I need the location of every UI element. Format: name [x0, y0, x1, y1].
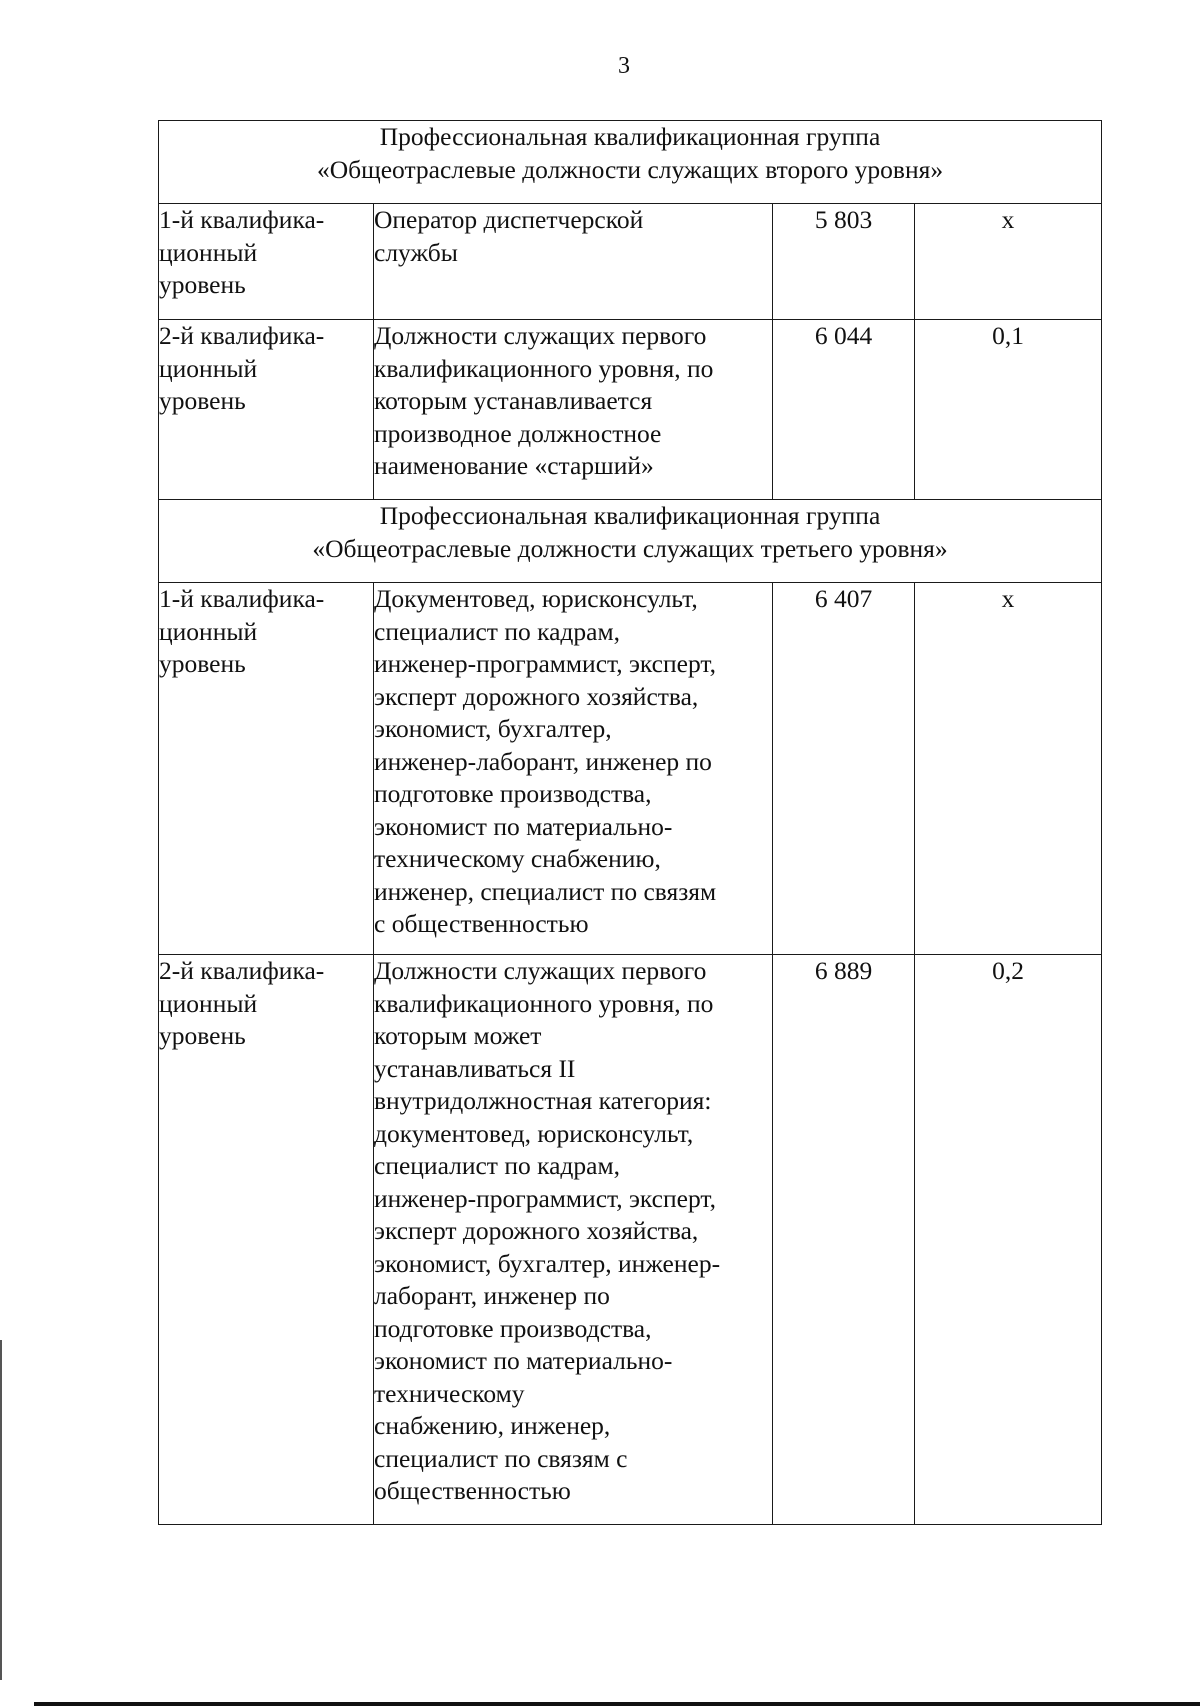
position-line: с общественностью — [374, 909, 589, 938]
position-cell — [374, 583, 773, 955]
salary-cell: 5 803 — [773, 204, 915, 320]
position-line: документовед, юрисконсульт, — [374, 1118, 694, 1148]
position-line: экономист, бухгалтер, инженер- — [374, 1248, 721, 1278]
position-line: службы — [374, 237, 458, 267]
group-header-row — [159, 121, 1102, 204]
group-title-line: Профессиональная квалификационная группа — [379, 122, 881, 151]
scan-edge-line — [0, 1340, 2, 1680]
position-line: которым может — [374, 1021, 542, 1050]
position-line: эксперт дорожного хозяйства, — [374, 1216, 699, 1245]
position-line: лаборант, инженер по — [374, 1281, 610, 1310]
page-number: 3 — [618, 53, 630, 79]
level-line: ционный — [159, 353, 258, 383]
position-line: экономист по материально- — [374, 1346, 673, 1375]
level-line: 2-й квалифика- — [159, 321, 325, 350]
salary-cell: 6 044 — [773, 320, 915, 500]
position-line: специалист по кадрам, — [374, 1151, 620, 1180]
position-line: наименование «старший» — [374, 451, 654, 480]
position-line: экономист, бухгалтер, — [374, 714, 612, 743]
position-line: техническому — [374, 1378, 525, 1408]
position-line: устанавливаться II — [374, 1053, 576, 1083]
position-line: которым устанавливается — [374, 386, 653, 415]
position-line: подготовке производства, — [374, 779, 652, 808]
table-row — [159, 583, 1102, 955]
salary-cell: 6 407 — [773, 583, 915, 955]
level-cell — [159, 204, 374, 320]
position-line: Оператор диспетчерской — [374, 205, 644, 234]
group-header-row — [159, 500, 1102, 583]
group-title-line: «Общеотраслевые должности служащих третьего уровня» — [312, 533, 948, 563]
table-row — [159, 320, 1102, 500]
table-row — [159, 204, 1102, 320]
position-line: специалист по связям с — [374, 1443, 628, 1473]
position-line: инженер, специалист по связям — [374, 876, 717, 906]
position-line: инженер-программист, эксперт, — [374, 1183, 716, 1213]
position-cell — [374, 320, 773, 500]
group-title-line: «Общеотраслевые должности служащих второго уровня» — [316, 154, 944, 184]
position-line: квалификационного уровня, по — [374, 353, 714, 383]
position-line: общественностью — [374, 1476, 571, 1505]
position-line: инженер-программист, эксперт, — [374, 649, 716, 678]
position-line: специалист по кадрам, — [374, 616, 620, 646]
position-line: экономист по материально- — [374, 811, 673, 841]
level-line: ционный — [159, 616, 258, 646]
level-line: ционный — [159, 237, 258, 267]
level-line: уровень — [159, 1021, 246, 1050]
position-line: Должности служащих первого — [374, 321, 707, 350]
position-line: подготовке производства, — [374, 1313, 652, 1343]
position-line: внутридолжностная категория: — [374, 1086, 712, 1115]
group-title-line: Профессиональная квалификационная группа — [379, 501, 881, 530]
position-cell — [374, 955, 773, 1525]
level-line: 1-й квалифика- — [159, 584, 325, 613]
scan-bottom-edge — [34, 1702, 1200, 1706]
position-line: Документовед, юрисконсульт, — [374, 584, 698, 613]
qualification-salary-table — [158, 120, 1102, 1525]
coefficient-cell: 0,1 — [915, 320, 1102, 500]
position-line: производное должностное — [374, 418, 662, 448]
group-title — [159, 500, 1102, 583]
coefficient-cell: 0,2 — [915, 955, 1102, 1525]
table-row — [159, 955, 1102, 1525]
coefficient-cell: х — [915, 583, 1102, 955]
position-cell — [374, 204, 773, 320]
position-line: инженер-лаборант, инженер по — [374, 746, 712, 776]
level-line: ционный — [159, 988, 258, 1018]
level-line: уровень — [159, 649, 246, 678]
level-line: 2-й квалифика- — [159, 956, 325, 985]
level-line: 1-й квалифика- — [159, 205, 325, 234]
position-line: снабжению, инженер, — [374, 1411, 611, 1440]
group-title — [159, 121, 1102, 204]
level-line: уровень — [159, 386, 246, 415]
coefficient-cell: х — [915, 204, 1102, 320]
salary-cell: 6 889 — [773, 955, 915, 1525]
level-cell — [159, 583, 374, 955]
level-cell — [159, 955, 374, 1525]
position-line: техническому снабжению, — [374, 844, 661, 873]
position-line: эксперт дорожного хозяйства, — [374, 681, 699, 711]
level-line: уровень — [159, 270, 246, 299]
position-line: квалификационного уровня, по — [374, 988, 714, 1018]
level-cell — [159, 320, 374, 500]
position-line: Должности служащих первого — [374, 956, 707, 985]
